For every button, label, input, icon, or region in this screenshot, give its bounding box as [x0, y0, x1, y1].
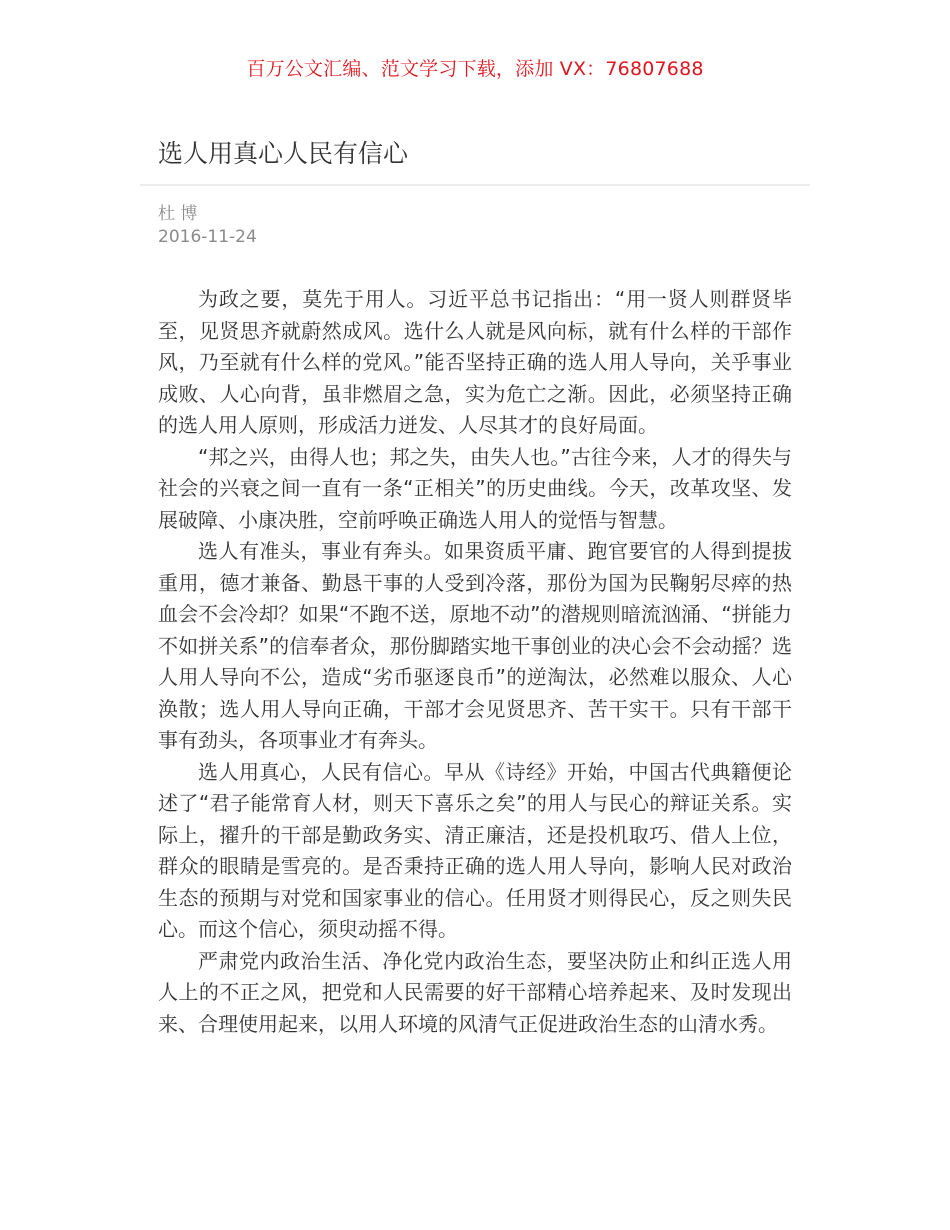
article-body — [158, 284, 792, 1040]
article-paragraph: 选人有准头，事业有奔头。如果资质平庸、跑官要官的人得到提拔重用，德才兼备、勤恳干事的人受到冷落，那份为国为民鞠躬尽瘁的热血会不会冷却？如果“不跑不送，原地不动”的潜规则暗流汹涌、“拼能力不如拼关系”的信奉者众，那份脚踏实地干事创业的决心会不会动摇？选人用人导向不公，造成“劣币驱逐良币”的逆淘汰，必然难以服众、人心涣散；选人用人导向正确，干部才会见贤思齐、苦干实干。只有干部干事有劲头，各项事业才有奔头。 — [158, 539, 792, 752]
article-meta — [158, 203, 257, 249]
article-paragraph: 为政之要，莫先于用人。习近平总书记指出：“用一贤人则群贤毕至，见贤思齐就蔚然成风。选什么人就是风向标，就有什么样的干部作风，乃至就有什么样的党风。”能否坚持正确的选人用人导向，关乎事业成败、人心向背，虽非燃眉之急，实为危亡之渐。因此，必须坚持正确的选人用人原则，形成活力迸发、人尽其才的良好局面。 — [158, 287, 792, 437]
article-author: 杜 博 — [158, 204, 198, 224]
article-paragraph: 严肃党内政治生活、净化党内政治生态，要坚决防止和纠正选人用人上的不正之风，把党和人民需要的好干部精心培养起来、及时发现出来、合理使用起来，以用人环境的风清气正促进政治生态的山清水秀。 — [158, 948, 792, 1036]
article-paragraph: 选人用真心，人民有信心。早从《诗经》开始，中国古代典籍便论述了“君子能常育人材，则天下喜乐之矣”的用人与民心的辩证关系。实际上，擢升的干部是勤政务实、清正廉洁，还是投机取巧、借人上位，群众的眼睛是雪亮的。是否秉持正确的选人用人导向，影响人民对政治生态的预期与对党和国家事业的信心。任用贤才则得民心，反之则失民心。而这个信心，须臾动摇不得。 — [158, 759, 792, 941]
title-divider — [140, 184, 810, 186]
article-title: 选人用真心人民有信心 — [158, 139, 409, 168]
article-paragraph: “邦之兴，由得人也；邦之失，由失人也。”古往今来，人才的得失与社会的兴衰之间一直有一条“正相关”的历史曲线。今天，改革攻坚、发展破障、小康决胜，空前呼唤正确选人用人的觉悟与智慧。 — [158, 444, 792, 532]
article-date: 2016-11-24 — [158, 227, 257, 247]
promo-banner: 百万公文汇编、范文学习下载，添加 VX：76807688 — [246, 58, 704, 80]
